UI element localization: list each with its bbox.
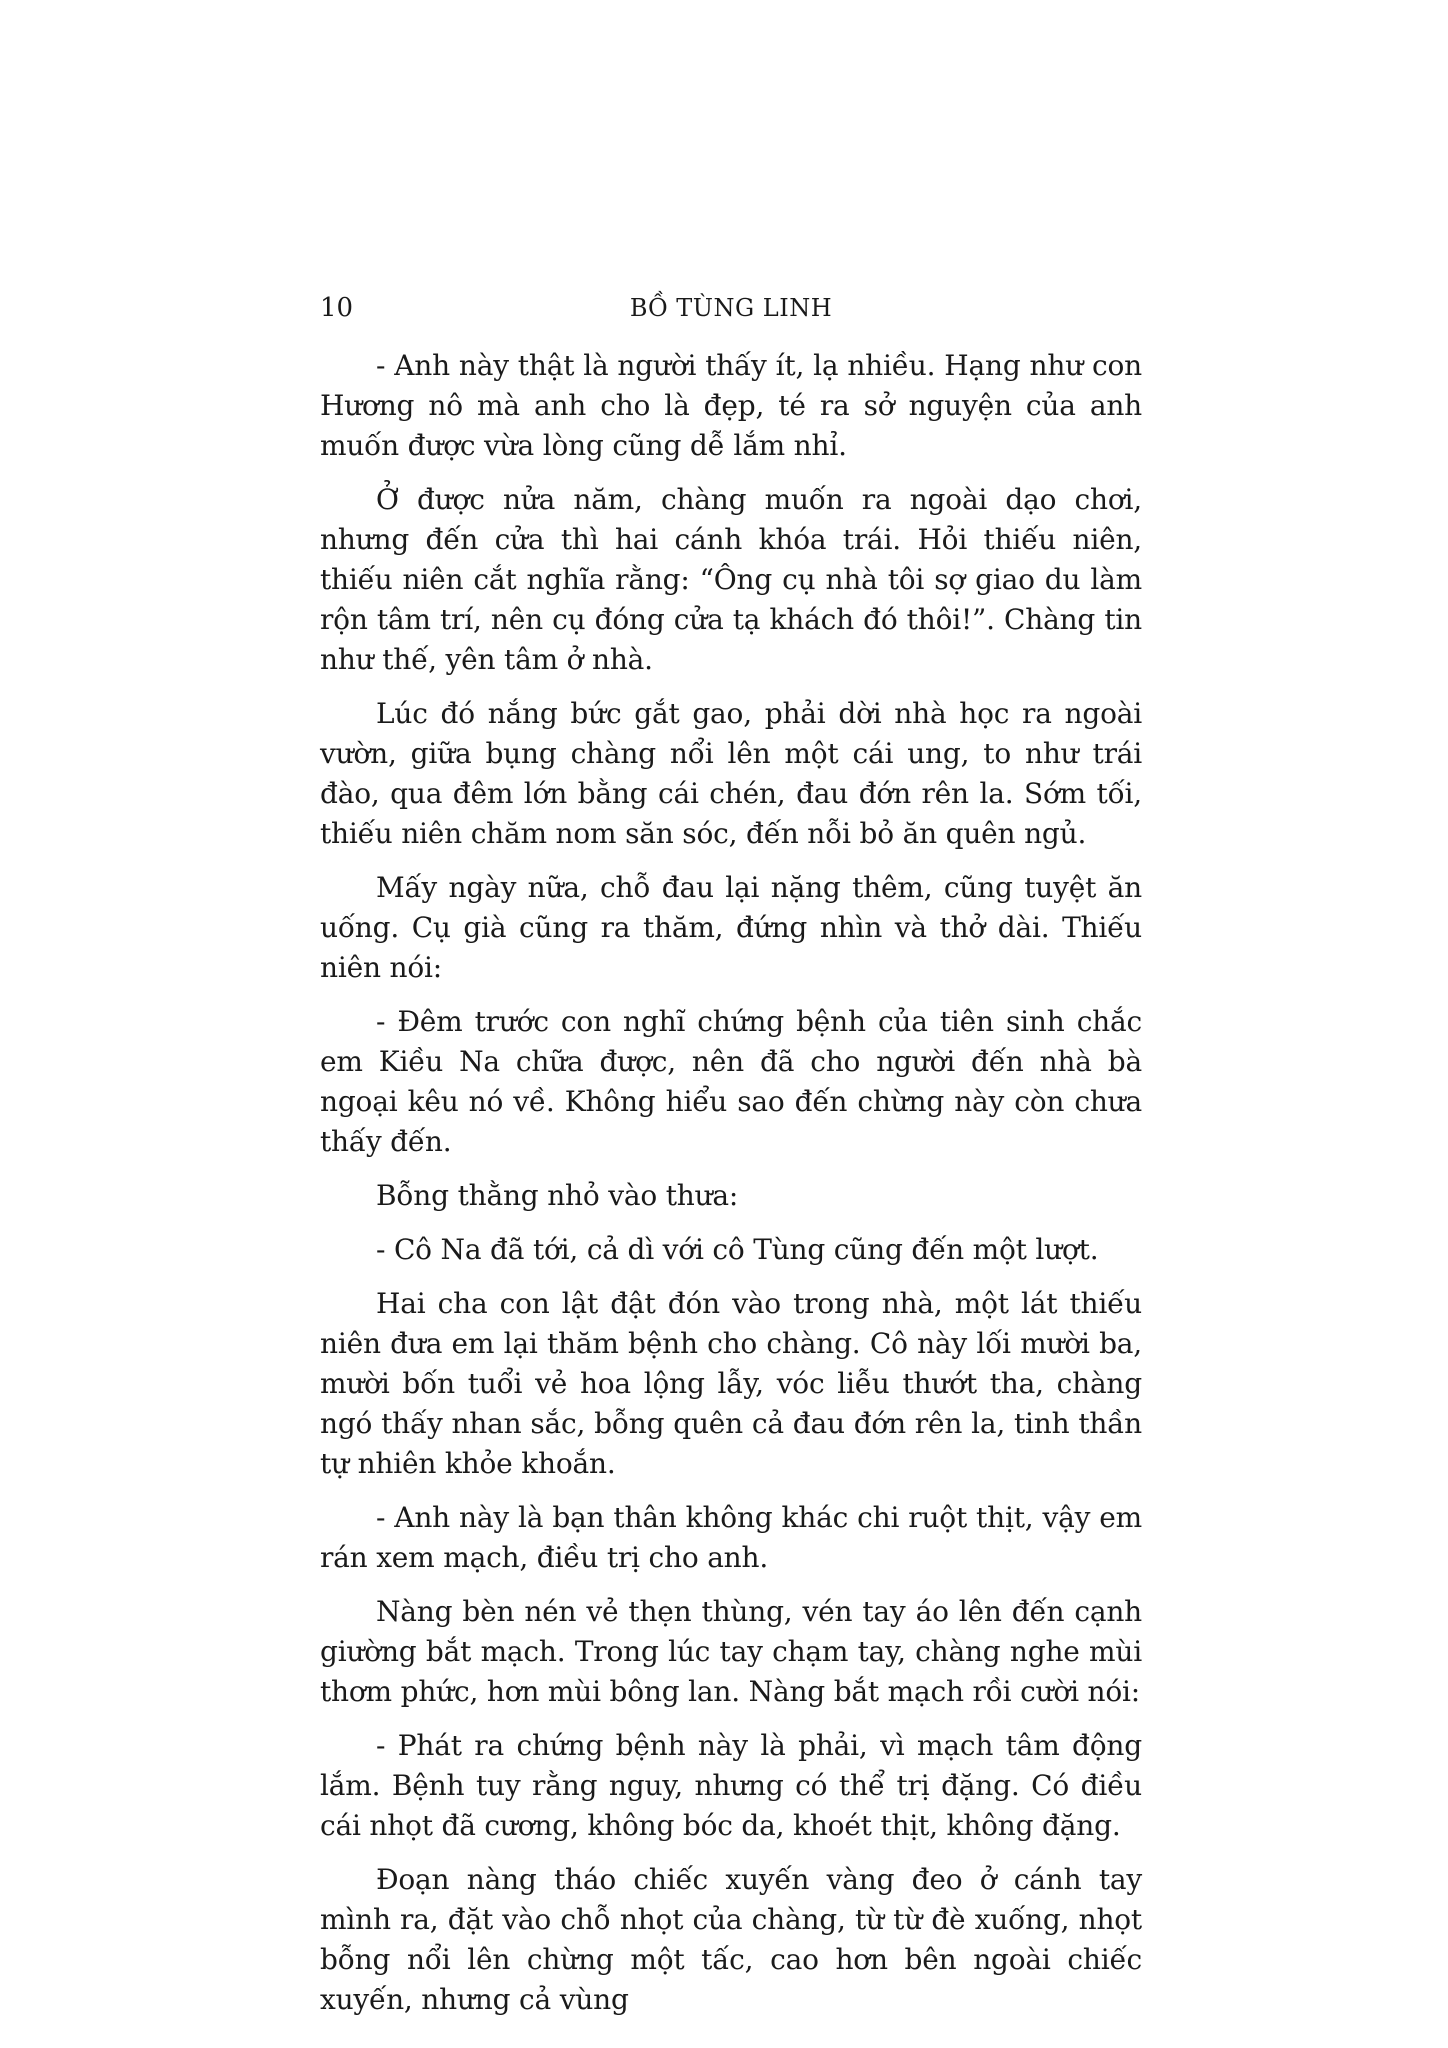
body-text [320, 346, 1142, 2020]
page-number: 10 [320, 293, 354, 323]
book-page [320, 292, 1142, 2034]
paragraph: Bỗng thằng nhỏ vào thưa: [376, 1179, 739, 1212]
paragraph: - Cô Na đã tới, cả dì với cô Tùng cũng đến một lượt. [376, 1233, 1099, 1266]
running-header [320, 292, 1142, 332]
running-title: BỒ TÙNG LINH [629, 294, 833, 322]
paragraph: Nàng bèn nén vẻ thẹn thùng, vén tay áo lên đến cạnh giường bắt mạch. Trong lúc tay chạm tay, chàng nghe mùi thơm phức, hơn mùi bông lan. Nàng bắt mạch rồi cười nói: [320, 1595, 1142, 1708]
paragraph: Hai cha con lật đật đón vào trong nhà, một lát thiếu niên đưa em lại thăm bệnh cho chàng. Cô này lối mười ba, mười bốn tuổi vẻ hoa lộng lẫy, vóc liễu thướt tha, chàng ngó thấy nhan sắc, bỗng quên cả đau đớn rên la, tinh thần tự nhiên khỏe khoắn. [320, 1287, 1142, 1480]
paragraph: - Anh này là bạn thân không khác chi ruột thịt, vậy em rán xem mạch, điều trị cho anh. [320, 1501, 1142, 1574]
paragraph: Đoạn nàng tháo chiếc xuyến vàng đeo ở cánh tay mình ra, đặt vào chỗ nhọt của chàng, từ từ đè xuống, nhọt bỗng nổi lên chừng một tấc, cao hơn bên ngoài chiếc xuyến, nhưng cả vùng [320, 1863, 1142, 2016]
paragraph: - Anh này thật là người thấy ít, lạ nhiều. Hạng như con Hương nô mà anh cho là đẹp, té ra sở nguyện của anh muốn được vừa lòng cũng dễ lắm nhỉ. [320, 349, 1142, 462]
paragraph: Lúc đó nắng bức gắt gao, phải dời nhà học ra ngoài vườn, giữa bụng chàng nổi lên một cái ung, to như trái đào, qua đêm lớn bằng cái chén, đau đớn rên la. Sớm tối, thiếu niên chăm nom săn sóc, đến nỗi bỏ ăn quên ngủ. [320, 697, 1142, 850]
paragraph: - Đêm trước con nghĩ chứng bệnh của tiên sinh chắc em Kiều Na chữa được, nên đã cho người đến nhà bà ngoại kêu nó về. Không hiểu sao đến chừng này còn chưa thấy đến. [320, 1005, 1142, 1158]
paragraph: - Phát ra chứng bệnh này là phải, vì mạch tâm động lắm. Bệnh tuy rằng nguy, nhưng có thể trị đặng. Có điều cái nhọt đã cương, không bóc da, khoét thịt, không đặng. [320, 1729, 1142, 1842]
paragraph: Mấy ngày nữa, chỗ đau lại nặng thêm, cũng tuyệt ăn uống. Cụ già cũng ra thăm, đứng nhìn và thở dài. Thiếu niên nói: [320, 871, 1142, 984]
paragraph: Ở được nửa năm, chàng muốn ra ngoài dạo chơi, nhưng đến cửa thì hai cánh khóa trái. Hỏi thiếu niên, thiếu niên cắt nghĩa rằng: “Ông cụ nhà tôi sợ giao du làm rộn tâm trí, nên cụ đóng cửa tạ khách đó thôi!”. Chàng tin như thế, yên tâm ở nhà. [320, 483, 1142, 676]
